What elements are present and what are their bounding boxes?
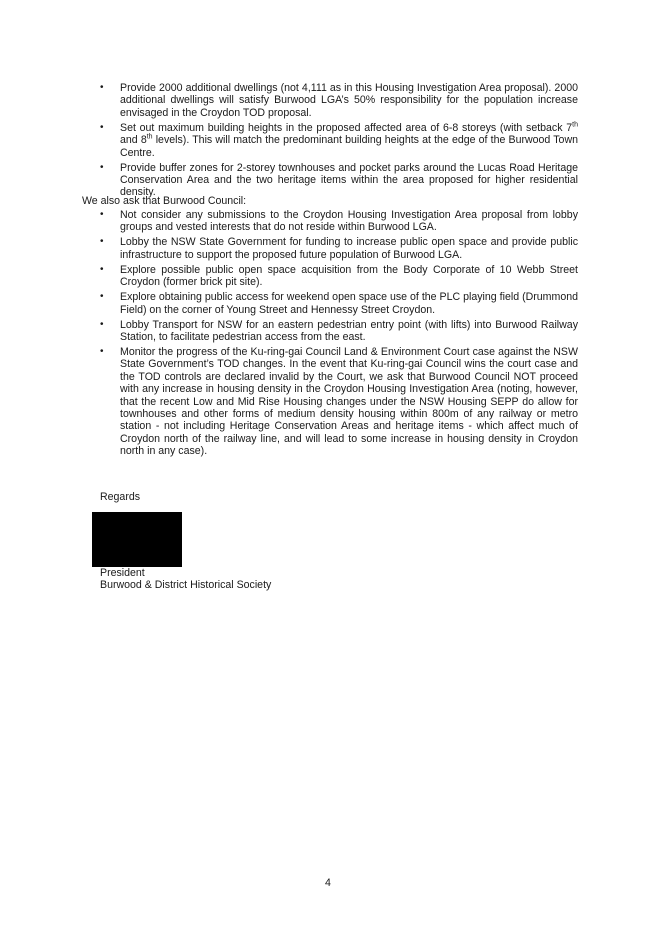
bullet-icon: • [100, 236, 104, 248]
requests-intro: We also ask that Burwood Council: [82, 195, 247, 207]
list-item-text: Lobby the NSW State Government for funding to increase public open space and provide public infrastructure to support the proposed future population of Burwood LGA. [120, 236, 578, 261]
list-item-text: Lobby Transport for NSW for an eastern pedestrian entry point (with lifts) into Burwood Railway Station, to facilitate pedestrian access from the east. [120, 318, 578, 344]
regards-line: Regards [100, 491, 141, 503]
list-item [82, 319, 578, 344]
recommendations-list [82, 82, 578, 201]
list-item-text: Provide buffer zones for 2-storey townhouses and pocket parks around the Lucas Road Heritage Conservation Area and the two heritage items within the area proposed for higher residential density. [120, 161, 578, 199]
bullet-icon: • [100, 291, 104, 303]
page-number: 4 [325, 877, 331, 889]
list-item-text: Set out maximum building heights in the proposed affected area of 6-8 storeys (with setback 7th and 8th levels). This will match the predominant building heights at the edge of the Burwood Town Centre. [120, 121, 578, 159]
list-item [82, 162, 578, 199]
list-item [82, 122, 578, 159]
list-item [82, 82, 578, 119]
list-item-text: Monitor the progress of the Ku-ring-gai Council Land & Environment Court case against the NSW State Government’s TOD changes. In the event that Ku-ring-gai Council wins the court case and the TOD controls are declared invalid by the Court, we ask that Burwood Council NOT proceed with any increase in housing density in the Croydon Housing Investigation Area (noting, however, that the recent Low and Mid Rise Housing changes under the NSW Housing SEPP do allow for townhouses and other forms of medium density housing within 800m of any railway or metro station - not including Heritage Conservation Areas and heritage items - which affect much of Croydon north of the railway line, and will lead to some increase in housing density in Croydon north in any case). [120, 346, 578, 458]
requests-list [82, 209, 578, 460]
list-item [82, 236, 578, 261]
redacted-signature [92, 512, 182, 567]
list-item-text: Provide 2000 additional dwellings (not 4,111 as in this Housing Investigation Area proposal). 2000 additional dwellings will satisfy Burwood LGA’s 50% responsibility for the population increase envisaged in the Croydon TOD proposal. [120, 82, 578, 119]
bullet-icon: • [100, 263, 104, 275]
bullet-icon: • [100, 346, 104, 358]
list-item-text: Not consider any submissions to the Croydon Housing Investigation Area proposal from lobby groups and vested interests that do not reside within Burwood LGA. [120, 209, 578, 234]
list-item [82, 346, 578, 458]
bullet-icon: • [100, 161, 104, 173]
signatory-organisation: Burwood & District Historical Society [100, 579, 272, 591]
signatory-title: President [100, 567, 145, 579]
bullet-icon: • [100, 121, 104, 133]
bullet-icon: • [100, 209, 104, 220]
list-item [82, 291, 578, 316]
bullet-icon: • [100, 318, 104, 330]
list-item [82, 209, 578, 234]
list-item-text: Explore obtaining public access for weekend open space use of the PLC playing field (Drummond Field) on the corner of Young Street and Hennessy Street Croydon. [120, 291, 578, 316]
list-item [82, 264, 578, 289]
bullet-icon: • [100, 82, 104, 93]
list-item-text: Explore possible public open space acquisition from the Body Corporate of 10 Webb Street Croydon (former brick pit site). [120, 263, 578, 289]
